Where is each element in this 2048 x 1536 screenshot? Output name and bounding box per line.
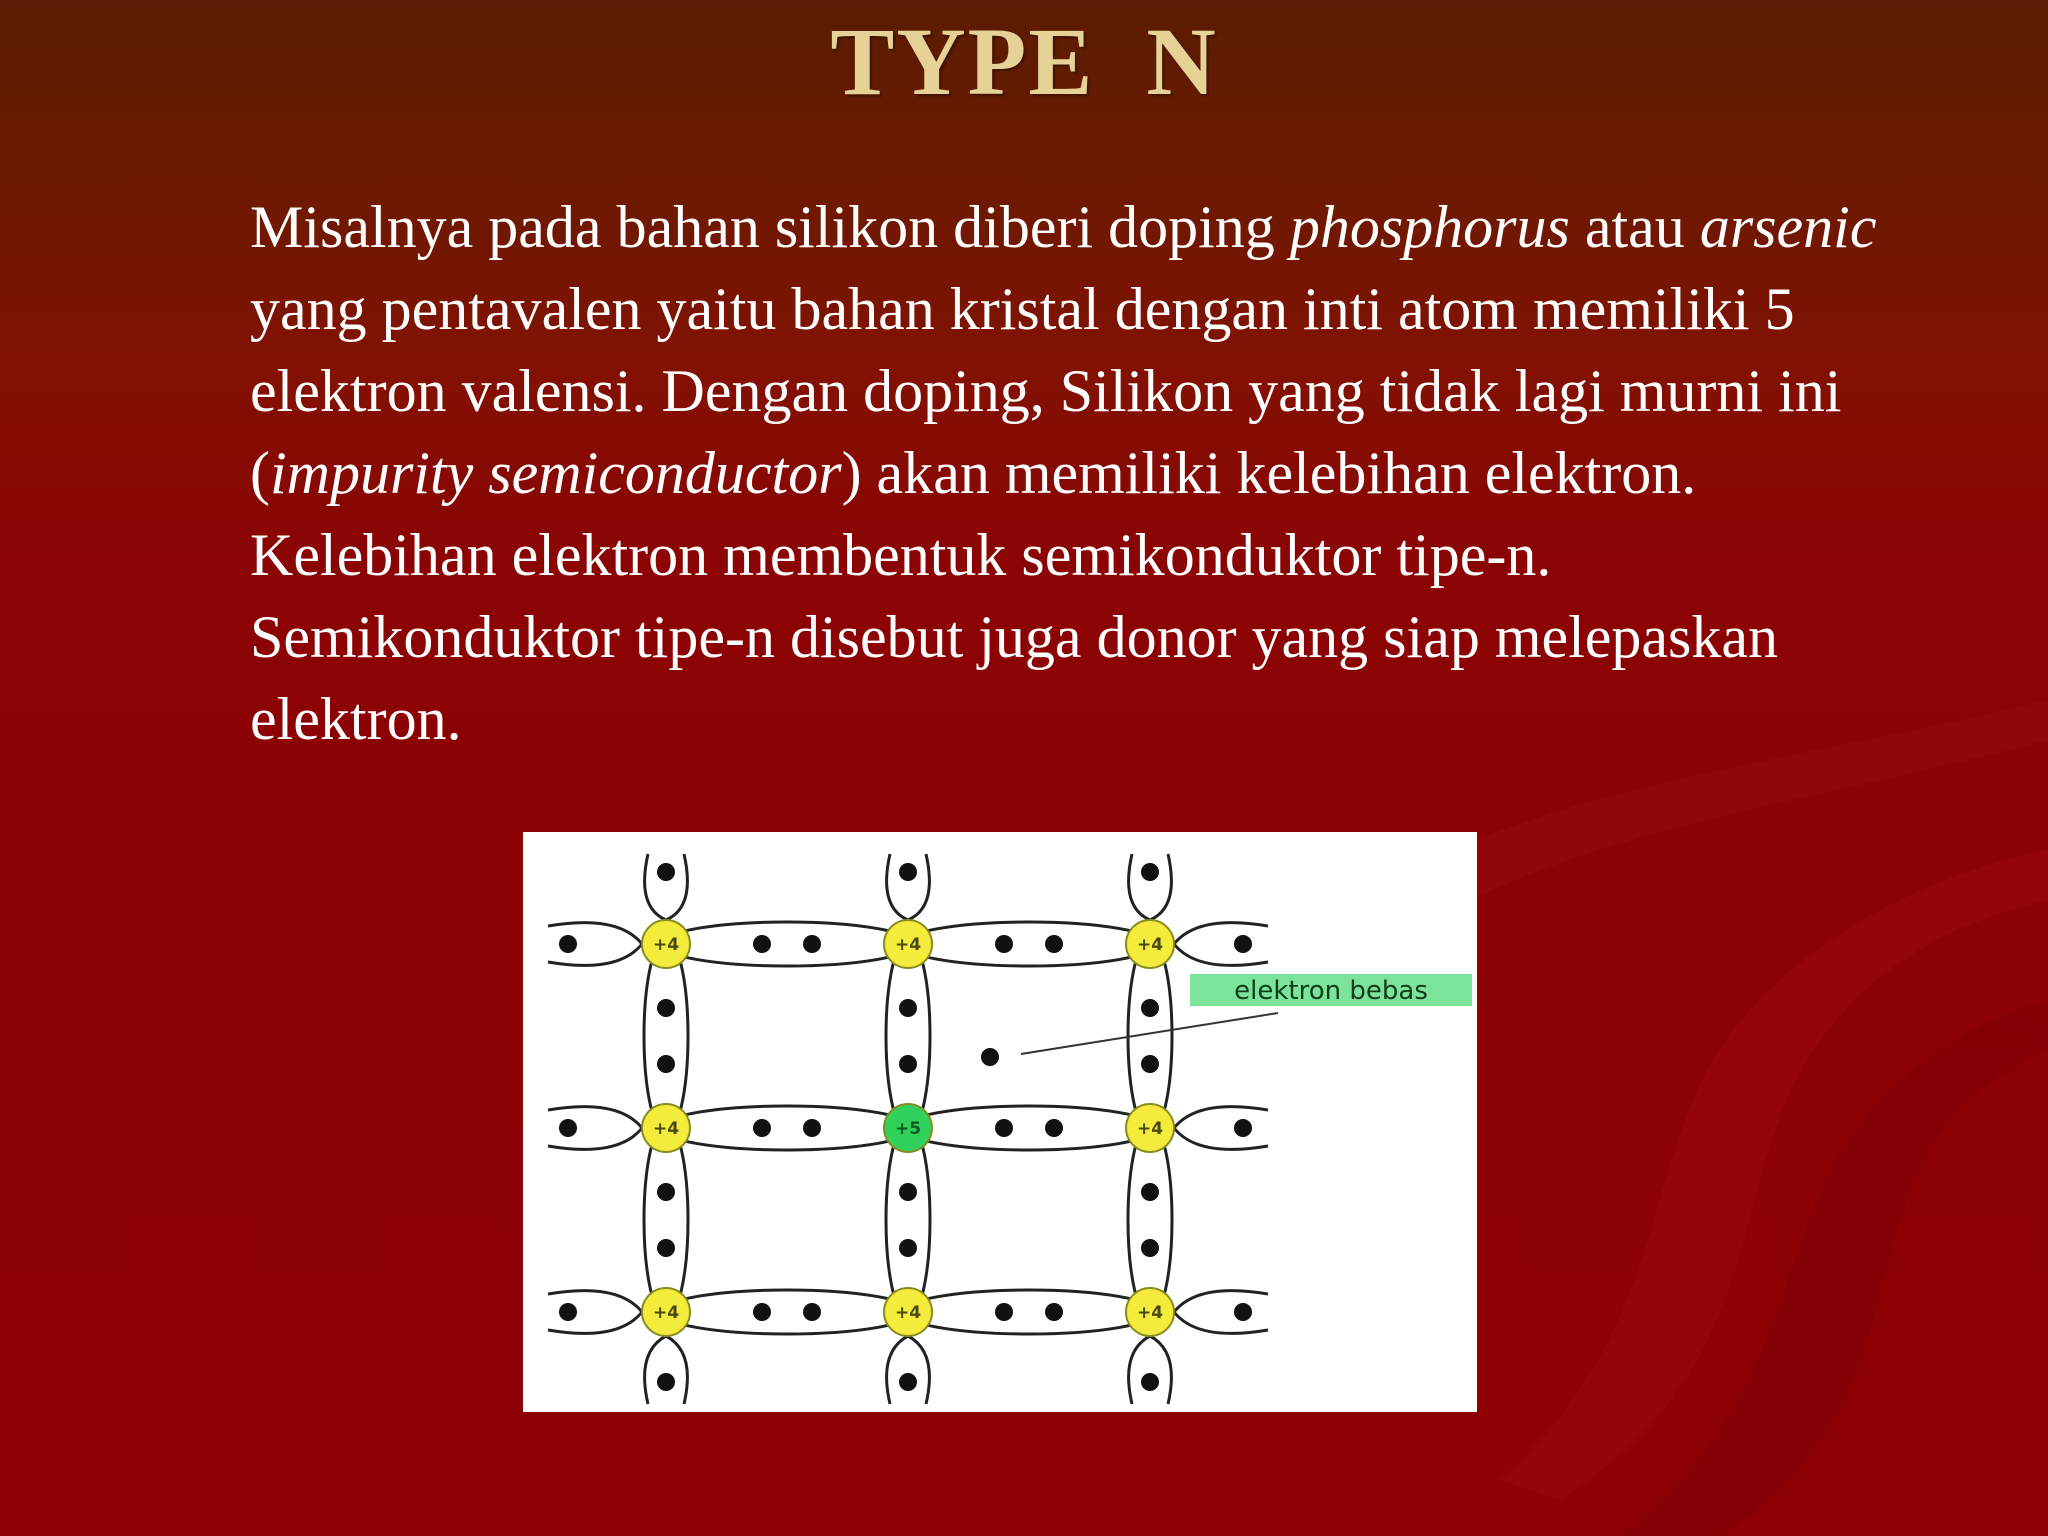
paragraph-text: ( — [250, 440, 270, 506]
electron — [1141, 1183, 1159, 1201]
covalent-bond — [902, 1290, 1156, 1334]
lattice-svg — [523, 832, 1477, 1412]
electron — [803, 1119, 821, 1137]
paragraph-term-arsenic: arsenic — [1699, 194, 1877, 260]
electron — [899, 863, 917, 881]
paragraph-line-5: Kelebihan elektron membentuk semikonduktor tipe-n. — [250, 522, 1552, 588]
silicon-atom-label: +4 — [652, 1303, 680, 1323]
outer-bond — [887, 1336, 930, 1404]
electron — [995, 935, 1013, 953]
outer-bond — [1129, 1336, 1172, 1404]
paragraph-text: Misalnya pada bahan silikon diberi doping — [250, 194, 1290, 260]
outer-bond — [1174, 1291, 1268, 1334]
electron — [1141, 1239, 1159, 1257]
electron — [981, 1048, 999, 1066]
electron — [1141, 1055, 1159, 1073]
electron — [899, 999, 917, 1017]
electron — [753, 935, 771, 953]
silicon-atom-label: +4 — [894, 935, 922, 955]
electron — [559, 935, 577, 953]
paragraph-line-7: elektron. — [250, 686, 462, 752]
electron — [1234, 935, 1252, 953]
donor-atom-label: +5 — [894, 1119, 922, 1139]
electron — [803, 1303, 821, 1321]
electron — [803, 935, 821, 953]
electron — [899, 1373, 917, 1391]
electron — [1141, 999, 1159, 1017]
silicon-atom-label: +4 — [894, 1303, 922, 1323]
silicon-atom-label: +4 — [652, 1119, 680, 1139]
electron — [1045, 1303, 1063, 1321]
paragraph-line-3: elektron valensi. Dengan doping, Silikon yang tidak lagi murni ini — [250, 358, 1842, 424]
electron — [1234, 1119, 1252, 1137]
electron — [1045, 1119, 1063, 1137]
silicon-atom-label: +4 — [652, 935, 680, 955]
electron — [559, 1119, 577, 1137]
paragraph-text: ) akan memiliki kelebihan elektron. — [841, 440, 1697, 506]
silicon-atom-label: +4 — [1136, 935, 1164, 955]
paragraph-term-impurity: impurity semiconductor — [269, 440, 842, 506]
electron — [753, 1303, 771, 1321]
slide-paragraph — [250, 186, 1990, 760]
outer-bond — [1174, 923, 1268, 966]
covalent-bond — [660, 1290, 914, 1334]
covalent-bond — [902, 922, 1156, 966]
electron — [657, 1373, 675, 1391]
electron — [1045, 935, 1063, 953]
electron — [1141, 1373, 1159, 1391]
electron — [899, 1055, 917, 1073]
free-electron-label: elektron bebas — [1234, 976, 1428, 1006]
paragraph-text: atau — [1569, 194, 1700, 260]
paragraph-line-4 — [250, 432, 1990, 514]
free-electron-pointer — [1021, 1013, 1278, 1054]
paragraph-line-1 — [250, 186, 1990, 268]
covalent-bond — [902, 1106, 1156, 1150]
electron — [657, 863, 675, 881]
paragraph-term-phosphorus: phosphorus — [1289, 194, 1570, 260]
electron — [657, 1239, 675, 1257]
outer-bond — [645, 1336, 688, 1404]
covalent-bond — [660, 1106, 914, 1150]
covalent-bond — [660, 922, 914, 966]
slide-title: TYPE N — [830, 8, 1218, 115]
electron — [899, 1183, 917, 1201]
n-type-lattice-diagram — [523, 832, 1477, 1412]
electron — [559, 1303, 577, 1321]
electron — [657, 1055, 675, 1073]
electron — [1141, 863, 1159, 881]
electron — [657, 999, 675, 1017]
paragraph-line-6: Semikonduktor tipe-n disebut juga donor yang siap melepaskan — [250, 604, 1779, 670]
electron — [899, 1239, 917, 1257]
electron — [657, 1183, 675, 1201]
electron — [995, 1119, 1013, 1137]
paragraph-line-2: yang pentavalen yaitu bahan kristal dengan inti atom memiliki 5 — [250, 276, 1795, 342]
silicon-atom-label: +4 — [1136, 1119, 1164, 1139]
electron — [1234, 1303, 1252, 1321]
outer-bond — [1174, 1107, 1268, 1150]
electron — [995, 1303, 1013, 1321]
silicon-atom-label: +4 — [1136, 1303, 1164, 1323]
electron — [753, 1119, 771, 1137]
